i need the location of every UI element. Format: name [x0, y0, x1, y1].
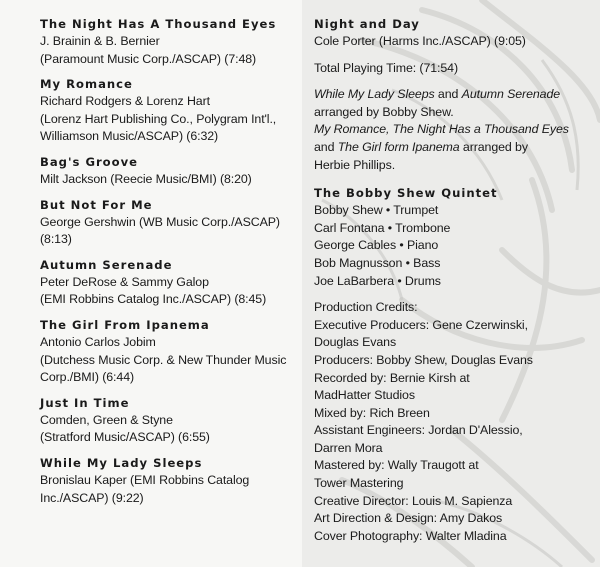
track-7: [40, 395, 298, 447]
track-credit-line: Milt Jackson (Reecie Music/BMI) (8:20): [40, 171, 252, 186]
track-title: While My Lady Sleeps: [40, 455, 203, 470]
arranged-track-title: The Girl form Ipanema: [337, 139, 460, 154]
track-5: [40, 257, 298, 309]
production-credits-heading: Production Credits:: [314, 300, 418, 315]
track-credit-line: (Lorenz Hart Publishing Co., Polygram Int'l.,: [40, 111, 277, 126]
track-credit-line: Comden, Green & Styne: [40, 412, 173, 427]
track-credit-line: Bronislau Kaper (EMI Robbins Catalog: [40, 472, 250, 487]
track-credit-line: Peter DeRose & Sammy Galop: [40, 274, 209, 289]
arranged-track-title: Autumn Serenade: [461, 87, 561, 102]
credit-line: Art Direction & Design: Amy Dakos: [314, 511, 503, 526]
track-credit-line: Antonio Carlos Jobim: [40, 334, 156, 349]
quintet-member: Carl Fontana • Trombone: [314, 220, 451, 235]
quintet-member: Bobby Shew • Trumpet: [314, 203, 439, 218]
track-title: Just In Time: [40, 395, 130, 410]
credit-line: Cover Photography: Walter Mladina: [314, 528, 507, 543]
track-4: [40, 197, 298, 249]
quintet-member: Joe LaBarbera • Drums: [314, 273, 441, 288]
track-credit-line: George Gershwin (WB Music Corp./ASCAP): [40, 214, 280, 229]
arranged-track-title: While My Lady Sleeps: [314, 87, 435, 102]
credit-line: Assistant Engineers: Jordan D'Alessio,: [314, 423, 523, 438]
track-credit-line: Williamson Music/ASCAP) (6:32): [40, 129, 219, 144]
credit-line: Producers: Bobby Shew, Douglas Evans: [314, 352, 533, 367]
track-title: But Not For Me: [40, 197, 153, 212]
track-1: [40, 16, 298, 68]
credit-line: Mastered by: Wally Traugott at: [314, 458, 479, 473]
arrangement-note-line: My Romance, The Night Has a Thousand Eyes: [314, 122, 569, 137]
track-credit-line: (Dutchess Music Corp. & New Thunder Music: [40, 352, 287, 367]
total-playing-time: Total Playing Time: (71:54): [314, 60, 458, 75]
track-credit-line: Corp./BMI) (6:44): [40, 370, 135, 385]
track-credit-line: Inc./ASCAP) (9:22): [40, 490, 144, 505]
track-title: Bag's Groove: [40, 154, 139, 169]
track-6: [40, 317, 298, 387]
track-credit-line: J. Brainin & B. Bernier: [40, 34, 160, 48]
track-title: Night and Day: [314, 17, 420, 31]
track-credit-line: (EMI Robbins Catalog Inc./ASCAP) (8:45): [40, 292, 267, 307]
track-title: The Night Has A Thousand Eyes: [40, 17, 277, 31]
track-credit-line: (8:13): [40, 232, 72, 247]
credit-line: MadHatter Studios: [314, 388, 415, 403]
track-credit-line: (Paramount Music Corp./ASCAP) (7:48): [40, 51, 257, 66]
arrangement-note-line: arranged by Bobby Shew.: [314, 104, 454, 119]
track-credit-line: Richard Rodgers & Lorenz Hart: [40, 94, 210, 109]
track-credit-line: (Stratford Music/ASCAP) (6:55): [40, 430, 210, 445]
track-8: [40, 455, 298, 507]
arrangement-note-line: and The Girl form Ipanema arranged by: [314, 139, 528, 154]
track-title: The Girl From Ipanema: [40, 317, 210, 332]
quintet-member: George Cables • Piano: [314, 238, 439, 253]
track-list-left: [40, 14, 298, 515]
quintet-member: Bob Magnusson • Bass: [314, 255, 441, 270]
credit-line: Mixed by: Rich Breen: [314, 405, 430, 420]
track-title: My Romance: [40, 77, 133, 92]
quintet-heading: The Bobby Shew Quintet: [314, 186, 498, 201]
credit-line: Executive Producers: Gene Czerwinski,: [314, 317, 528, 332]
credit-line: Creative Director: Louis M. Sapienza: [314, 493, 513, 508]
track-2: [40, 76, 298, 146]
credit-line: Darren Mora: [314, 440, 383, 455]
credit-line: Tower Mastering: [314, 476, 404, 491]
track-credit-line: Cole Porter (Harms Inc./ASCAP) (9:05): [314, 34, 526, 48]
track-title: Autumn Serenade: [40, 257, 173, 272]
arrangement-note-line: While My Lady Sleeps and Autumn Serenade: [314, 87, 561, 102]
arrangement-note-line: Herbie Phillips.: [314, 157, 396, 172]
credit-line: Douglas Evans: [314, 335, 397, 350]
credit-line: Recorded by: Bernie Kirsh at: [314, 370, 470, 385]
track-3: [40, 154, 298, 189]
credits-column-right: [314, 14, 594, 545]
